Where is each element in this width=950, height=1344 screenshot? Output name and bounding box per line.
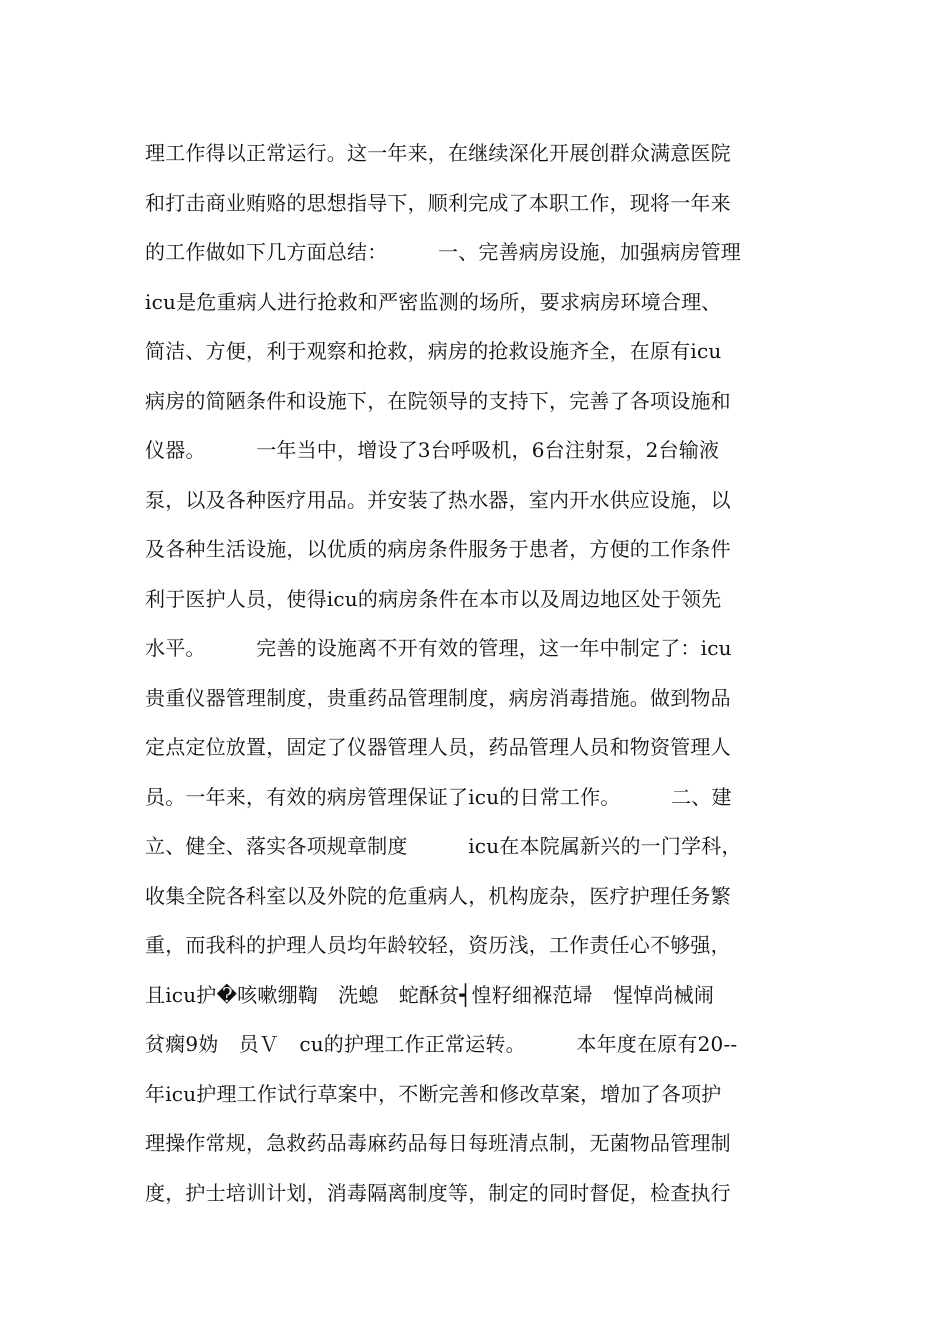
text-line: 利于医护人员，使得icu的病房条件在本市以及周边地区处于领先	[145, 586, 722, 611]
text-line: 贵重仪器管理制度，贵重药品管理制度，病房消毒措施。做到物品	[145, 685, 731, 710]
text-line: 理操作常规，急救药品毒麻药品每日每班清点制，无菌物品管理制	[145, 1131, 731, 1155]
text-line: 贫瘸9妫 员Ｖ cu的护理工作正常运转。 本年度在原有20--	[145, 1032, 738, 1056]
text-line: 员。一年来，有效的病房管理保证了icu的日常工作。 二、建	[145, 784, 732, 809]
body-text	[145, 129, 815, 1218]
text-line: 度，护士培训计划，消毒隔离制度等，制定的同时督促，检查执行	[145, 1180, 731, 1205]
text-line: 立、健全、落实各项规章制度 icu在本院属新兴的一门学科，	[145, 834, 742, 858]
text-line: 简洁、方便，利于观察和抢救，病房的抢救设施齐全，在原有icu	[145, 339, 722, 363]
text-line: 和打击商业贿赂的思想指导下，顺利完成了本职工作，现将一年来	[145, 190, 731, 215]
text-line: 理工作得以正常运行。这一年来，在继续深化开展创群众满意医院	[145, 141, 731, 165]
text-line: 水平。 完善的设施离不开有效的管理，这一年中制定了：icu	[145, 636, 732, 660]
text-line: 定点定位放置，固定了仪器管理人员，药品管理人员和物资管理人	[145, 735, 731, 759]
text-line: 重，而我科的护理人员均年龄较轻，资历浅，工作责任心不够强，	[145, 933, 731, 957]
text-line: icu是危重病人进行抢救和严密监测的场所，要求病房环境合理、	[145, 289, 722, 314]
text-line: 泵，以及各种医疗用品。并安装了热水器，室内开水供应设施，以	[145, 487, 731, 512]
text-line: 仪器。 一年当中，增设了3台呼吸机，6台注射泵，2台输液	[145, 438, 720, 462]
text-line: 的工作做如下几方面总结： 一、完善病房设施，加强病房管理	[145, 240, 741, 264]
text-line: 病房的简陋条件和设施下，在院领导的支持下，完善了各项设施和	[145, 388, 731, 413]
text-line: 年icu护理工作试行草案中，不断完善和修改草案，增加了各项护	[145, 1081, 722, 1106]
text-line: 收集全院各科室以及外院的危重病人，机构庞杂，医疗护理任务繁	[145, 883, 731, 908]
text-line: 及各种生活设施，以优质的病房条件服务于患者，方便的工作条件	[145, 537, 731, 561]
text-line: 且icu护�咳嗽绷鞫 洗螅 蛇酥贫┥惶籽细褓范埽 惺悼尚械闹	[145, 982, 715, 1007]
